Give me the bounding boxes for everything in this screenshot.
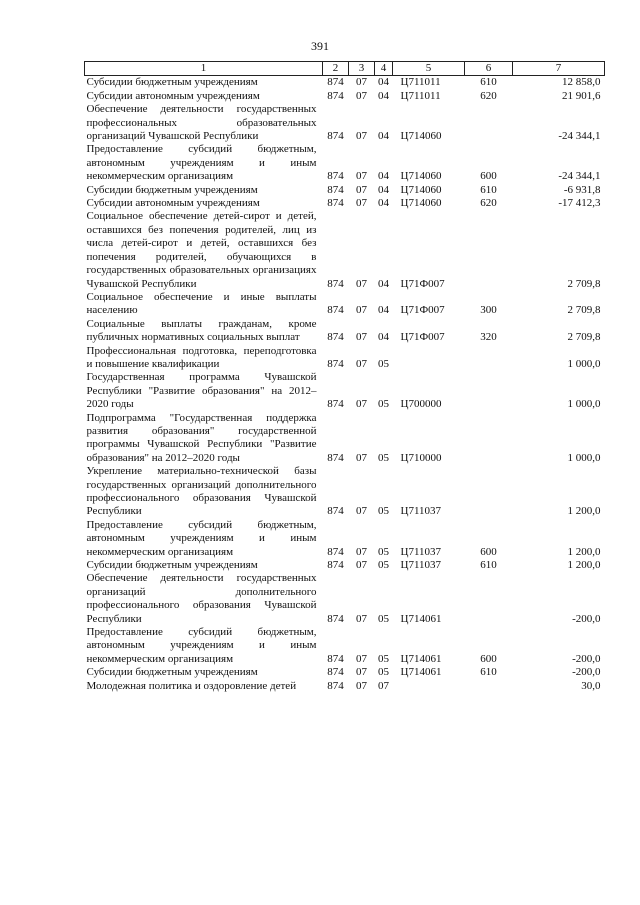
row-amount: -24 344,1 bbox=[558, 130, 601, 143]
row-amount: -6 931,8 bbox=[563, 183, 601, 196]
row-target: Ц700000 bbox=[400, 398, 442, 411]
row-ministry: 874 bbox=[327, 304, 344, 317]
row-section: 07 bbox=[356, 183, 367, 196]
row-ministry: 874 bbox=[327, 612, 344, 625]
table-row bbox=[85, 626, 605, 666]
table-header-row bbox=[85, 62, 605, 76]
row-amount: -17 412,3 bbox=[558, 197, 601, 210]
table-row bbox=[85, 572, 605, 626]
row-amount: 1 200,0 bbox=[567, 545, 601, 558]
row-name: Субсидии бюджетным учреждениям bbox=[86, 183, 258, 196]
row-subsection: 05 bbox=[378, 398, 389, 411]
row-ministry: 874 bbox=[327, 357, 344, 370]
row-amount: 2 709,8 bbox=[567, 277, 601, 290]
table-row bbox=[85, 76, 605, 90]
column-header-2: 2 bbox=[323, 62, 349, 76]
row-section: 07 bbox=[356, 277, 367, 290]
row-name: Молодежная политика и оздоровление детей bbox=[86, 679, 297, 692]
table-row bbox=[85, 345, 605, 372]
row-expense-type: 610 bbox=[480, 76, 497, 89]
row-section: 07 bbox=[356, 357, 367, 370]
row-name: Укрепление материально-технической базы государственных организаций дополнительного профессионального образования Чувашской Республики bbox=[86, 465, 317, 518]
row-section: 07 bbox=[356, 331, 367, 344]
row-expense-type: 620 bbox=[480, 197, 497, 210]
row-target bbox=[393, 680, 465, 693]
column-header-4: 4 bbox=[375, 62, 393, 76]
row-section: 07 bbox=[356, 666, 367, 679]
row-subsection: 05 bbox=[378, 505, 389, 518]
row-target: Ц714060 bbox=[400, 130, 442, 143]
row-ministry: 874 bbox=[327, 545, 344, 558]
row-amount: -200,0 bbox=[572, 612, 601, 625]
row-ministry: 874 bbox=[327, 183, 344, 196]
row-target: Ц714061 bbox=[400, 666, 442, 679]
row-subsection: 04 bbox=[378, 183, 389, 196]
table-row bbox=[85, 559, 605, 572]
row-target: Ц71Ф007 bbox=[400, 277, 445, 290]
row-section: 07 bbox=[356, 76, 367, 89]
row-subsection: 05 bbox=[378, 559, 389, 572]
table-row bbox=[85, 666, 605, 679]
row-name: Субсидии автономным учреждениям bbox=[86, 89, 260, 102]
row-amount: -200,0 bbox=[572, 652, 601, 665]
row-amount: 1 000,0 bbox=[567, 451, 601, 464]
table-row bbox=[85, 291, 605, 318]
row-target: Ц714060 bbox=[400, 183, 442, 196]
row-subsection: 04 bbox=[378, 197, 389, 210]
row-amount: 1 000,0 bbox=[567, 398, 601, 411]
row-expense-type: 320 bbox=[480, 331, 497, 344]
row-ministry: 874 bbox=[327, 277, 344, 290]
row-target: Ц714060 bbox=[400, 197, 442, 210]
row-ministry: 874 bbox=[327, 197, 344, 210]
row-section: 07 bbox=[356, 612, 367, 625]
row-section: 07 bbox=[356, 89, 367, 102]
row-name: Подпрограмма "Государственная поддержка развития образования" государственной программы Чувашской Республики "Развитие образования" на 2012–2020 годы bbox=[86, 411, 317, 464]
row-expense-type: 600 bbox=[480, 652, 497, 665]
table-row bbox=[85, 210, 605, 290]
row-amount: 21 901,6 bbox=[562, 89, 601, 102]
row-target: Ц711011 bbox=[400, 76, 441, 89]
row-section: 07 bbox=[356, 451, 367, 464]
row-name: Обеспечение деятельности государственных профессиональных образовательных организаций Чувашской Республики bbox=[86, 103, 317, 143]
row-ministry: 874 bbox=[327, 130, 344, 143]
table-row bbox=[85, 103, 605, 143]
row-target: Ц714061 bbox=[400, 612, 442, 625]
row-subsection: 04 bbox=[378, 331, 389, 344]
row-expense-type: 600 bbox=[480, 545, 497, 558]
row-amount: 1 000,0 bbox=[567, 357, 601, 370]
row-subsection: 04 bbox=[378, 76, 389, 89]
table-row bbox=[85, 143, 605, 183]
row-section: 07 bbox=[356, 505, 367, 518]
row-ministry: 874 bbox=[327, 451, 344, 464]
table-row bbox=[85, 412, 605, 466]
row-amount: 2 709,8 bbox=[567, 304, 601, 317]
row-expense-type: 610 bbox=[480, 559, 497, 572]
row-expense-type bbox=[465, 210, 513, 290]
row-ministry: 874 bbox=[327, 679, 344, 692]
row-expense-type bbox=[465, 412, 513, 466]
column-header-7: 7 bbox=[513, 62, 605, 76]
row-target: Ц71Ф007 bbox=[400, 304, 445, 317]
table-row bbox=[85, 197, 605, 210]
page-number: 391 bbox=[311, 39, 329, 53]
row-name: Предоставление субсидий бюджетным, автономным учреждениям и иным некоммерческим организациям bbox=[86, 626, 317, 665]
table-body bbox=[85, 76, 605, 693]
row-name: Социальные выплаты гражданам, кроме публичных нормативных социальных выплат bbox=[86, 317, 317, 344]
row-section: 07 bbox=[356, 652, 367, 665]
row-expense-type bbox=[465, 345, 513, 372]
row-ministry: 874 bbox=[327, 170, 344, 183]
table-row bbox=[85, 184, 605, 197]
row-ministry: 874 bbox=[327, 559, 344, 572]
row-ministry: 874 bbox=[327, 76, 344, 89]
row-ministry: 874 bbox=[327, 505, 344, 518]
column-header-6: 6 bbox=[465, 62, 513, 76]
table-row bbox=[85, 465, 605, 519]
row-name: Государственная программа Чувашской Республики "Развитие образования" на 2012–2020 годы bbox=[86, 371, 317, 411]
row-section: 07 bbox=[356, 398, 367, 411]
table-row bbox=[85, 680, 605, 693]
row-expense-type: 620 bbox=[480, 89, 497, 102]
row-amount: 2 709,8 bbox=[567, 331, 601, 344]
row-expense-type bbox=[465, 465, 513, 519]
table-row bbox=[85, 90, 605, 103]
row-name: Социальное обеспечение и иные выплаты населению bbox=[86, 290, 317, 317]
row-subsection: 05 bbox=[378, 666, 389, 679]
row-expense-type bbox=[465, 371, 513, 411]
row-section: 07 bbox=[356, 170, 367, 183]
row-ministry: 874 bbox=[327, 89, 344, 102]
table-row bbox=[85, 519, 605, 559]
row-section: 07 bbox=[356, 545, 367, 558]
row-expense-type: 610 bbox=[480, 666, 497, 679]
row-name: Субсидии бюджетным учреждениям bbox=[86, 559, 258, 572]
row-subsection: 04 bbox=[378, 277, 389, 290]
table-row bbox=[85, 318, 605, 345]
row-subsection: 04 bbox=[378, 170, 389, 183]
row-expense-type: 610 bbox=[480, 183, 497, 196]
row-subsection: 07 bbox=[378, 679, 389, 692]
row-expense-type: 300 bbox=[480, 304, 497, 317]
row-name: Обеспечение деятельности государственных организаций дополнительного профессионального образования Чувашской Республики bbox=[86, 572, 317, 625]
row-target: Ц710000 bbox=[400, 451, 442, 464]
row-expense-type bbox=[465, 680, 513, 693]
row-expense-type bbox=[465, 103, 513, 143]
row-name: Профессиональная подготовка, переподготовка и повышение квалификации bbox=[86, 344, 317, 370]
row-ministry: 874 bbox=[327, 666, 344, 679]
row-subsection: 05 bbox=[378, 545, 389, 558]
column-header-5: 5 bbox=[393, 62, 465, 76]
row-amount: 30,0 bbox=[581, 679, 601, 692]
column-header-3: 3 bbox=[349, 62, 375, 76]
row-section: 07 bbox=[356, 197, 367, 210]
row-name: Субсидии автономным учреждениям bbox=[86, 197, 260, 210]
row-section: 07 bbox=[356, 130, 367, 143]
row-subsection: 05 bbox=[378, 612, 389, 625]
row-subsection: 05 bbox=[378, 357, 389, 370]
row-subsection: 05 bbox=[378, 451, 389, 464]
row-section: 07 bbox=[356, 304, 367, 317]
row-subsection: 04 bbox=[378, 130, 389, 143]
row-amount: -24 344,1 bbox=[558, 170, 601, 183]
row-name: Социальное обеспечение детей-сирот и детей, оставшихся без попечения родителей, лиц из числа детей-сирот и детей, оставшихся без попечения родителей, обучающихся в государственных образовательных организациях Чувашской Республики bbox=[86, 210, 317, 290]
row-target bbox=[393, 345, 465, 372]
row-name: Субсидии бюджетным учреждениям bbox=[86, 666, 258, 679]
row-name: Субсидии бюджетным учреждениям bbox=[86, 76, 258, 89]
row-target: Ц711037 bbox=[400, 559, 442, 572]
column-header-1: 1 bbox=[85, 62, 323, 76]
row-amount: -200,0 bbox=[572, 666, 601, 679]
row-amount: 1 200,0 bbox=[567, 505, 601, 518]
row-name: Предоставление субсидий бюджетным, автономным учреждениям и иным некоммерческим организациям bbox=[86, 518, 317, 558]
table-row bbox=[85, 371, 605, 411]
row-section: 07 bbox=[356, 679, 367, 692]
row-subsection: 04 bbox=[378, 89, 389, 102]
row-target: Ц711011 bbox=[400, 89, 441, 102]
row-ministry: 874 bbox=[327, 331, 344, 344]
row-amount: 1 200,0 bbox=[567, 559, 601, 572]
row-target: Ц711037 bbox=[400, 505, 442, 518]
row-subsection: 04 bbox=[378, 304, 389, 317]
row-target: Ц711037 bbox=[400, 545, 442, 558]
budget-table bbox=[84, 61, 605, 693]
row-target: Ц714060 bbox=[400, 170, 442, 183]
row-ministry: 874 bbox=[327, 652, 344, 665]
row-target: Ц714061 bbox=[400, 652, 442, 665]
row-name: Предоставление субсидий бюджетным, автономным учреждениям и иным некоммерческим организациям bbox=[86, 143, 317, 183]
row-expense-type: 600 bbox=[480, 170, 497, 183]
row-amount: 12 858,0 bbox=[562, 76, 601, 89]
row-section: 07 bbox=[356, 559, 367, 572]
row-expense-type bbox=[465, 572, 513, 626]
row-ministry: 874 bbox=[327, 398, 344, 411]
row-subsection: 05 bbox=[378, 652, 389, 665]
row-target: Ц71Ф007 bbox=[400, 331, 445, 344]
